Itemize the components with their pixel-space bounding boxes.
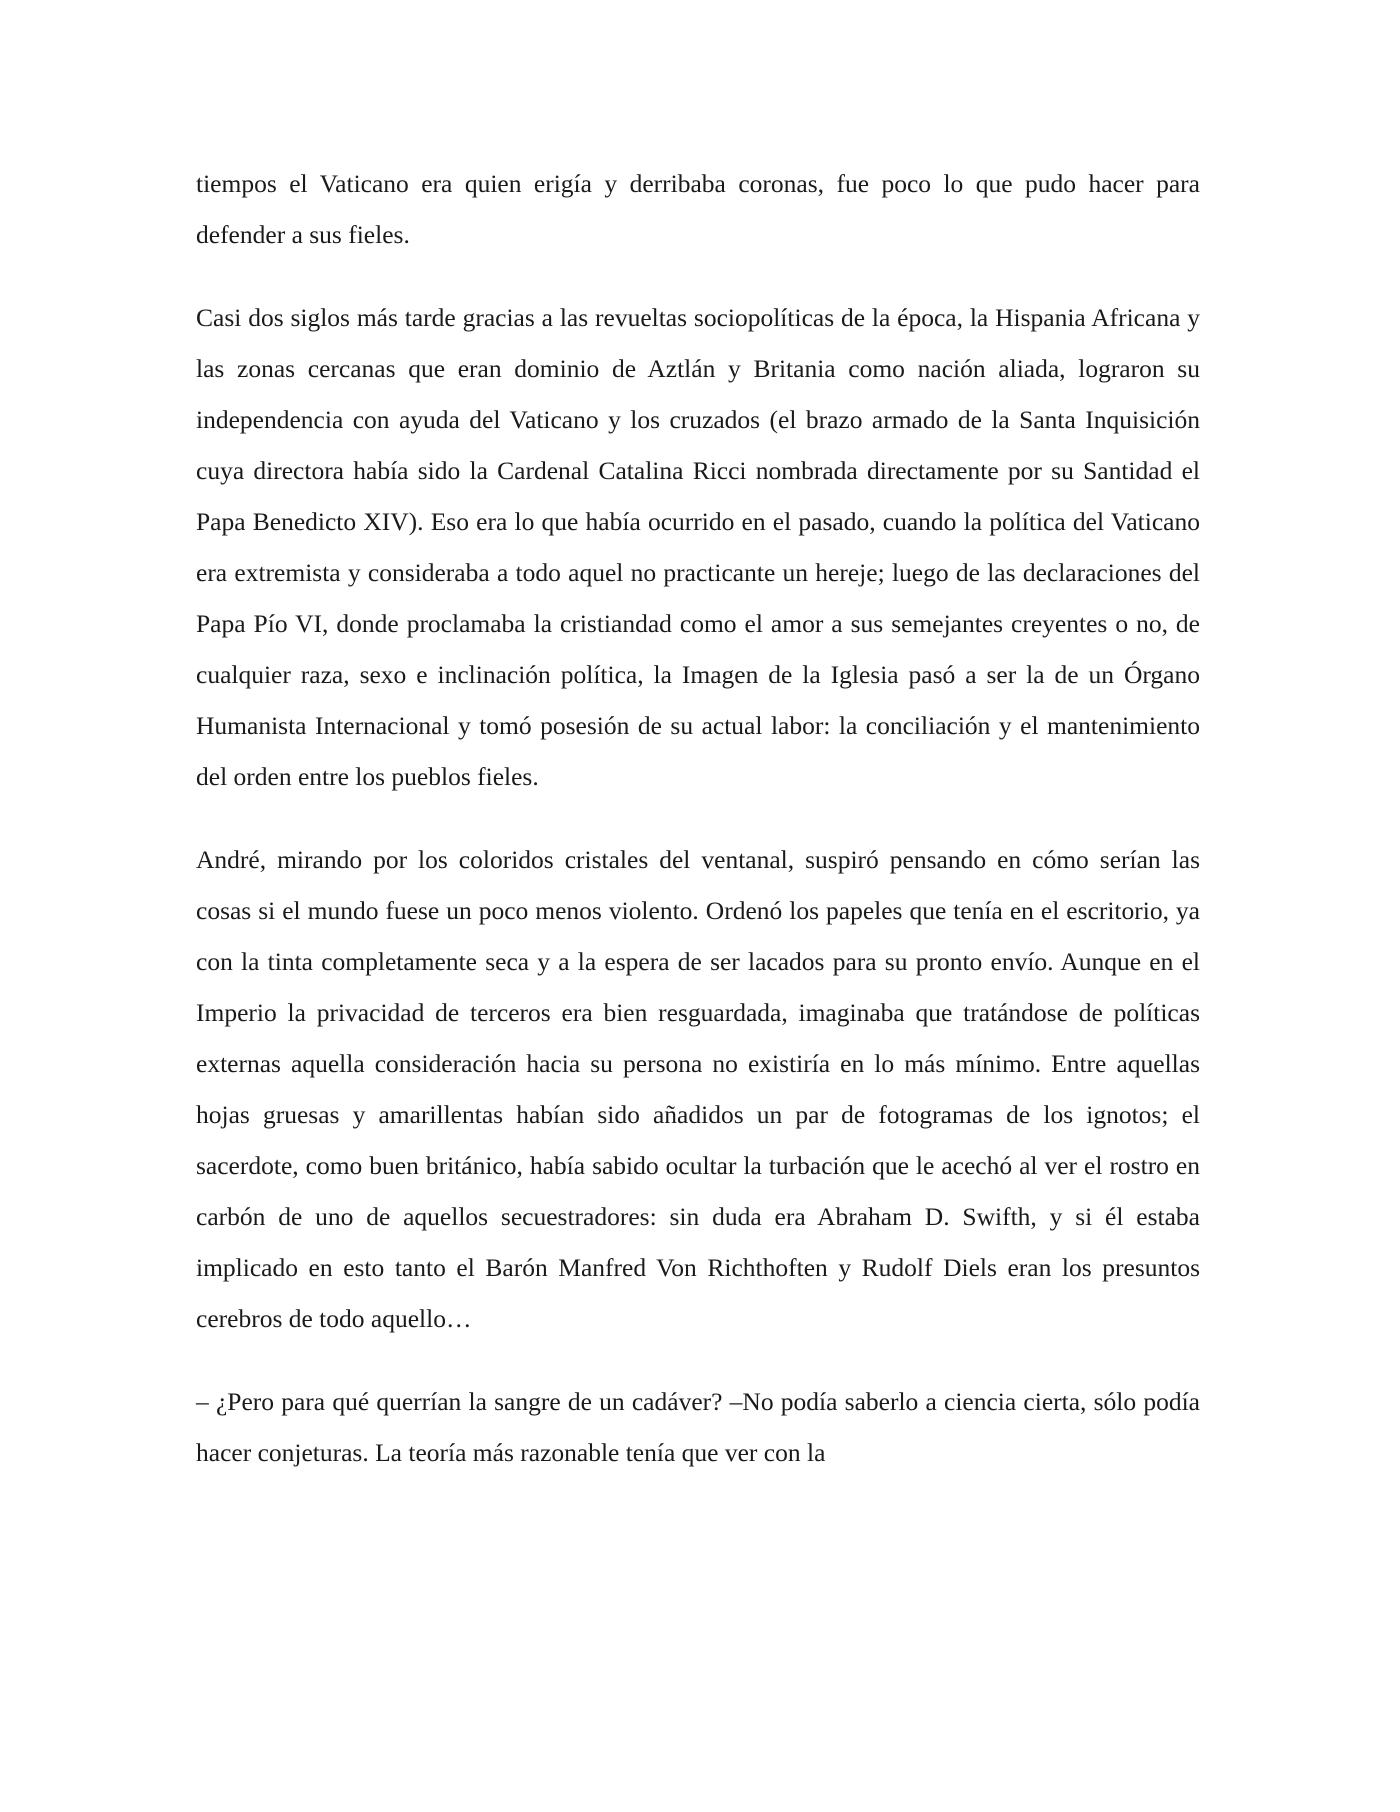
paragraph-4: – ¿Pero para qué querrían la sangre de un cadáver? –No podía saberlo a ciencia cierta, sólo podía hacer conjeturas. La teoría más razonable tenía que ver con la: [196, 1387, 1200, 1467]
paragraph-1: tiempos el Vaticano era quien erigía y derribaba coronas, fue poco lo que pudo hacer para defender a sus fieles.: [196, 169, 1200, 249]
body-text: [196, 158, 1200, 1478]
paragraph-3: André, mirando por los coloridos cristales del ventanal, suspiró pensando en cómo serían las cosas si el mundo fuese un poco menos violento. Ordenó los papeles que tenía en el escritorio, ya con la tinta completamente seca y a la espera de ser lacados para su pronto envío. Aunque en el Imperio la privacidad de terceros era bien resguardada, imaginaba que tratándose de políticas externas aquella consideración hacia su persona no existiría en lo más mínimo. Entre aquellas hojas gruesas y amarillentas habían sido añadidos un par de fotogramas de los ignotos; el sacerdote, como buen británico, había sabido ocultar la turbación que le acechó al ver el rostro en carbón de uno de aquellos secuestradores: sin duda era Abraham D. Swifth, y si él estaba implicado en esto tanto el Barón Manfred Von Richthoften y Rudolf Diels eran los presuntos cerebros de todo aquello…: [196, 845, 1200, 1333]
paragraph-2: Casi dos siglos más tarde gracias a las revueltas sociopolíticas de la época, la Hispania Africana y las zonas cercanas que eran dominio de Aztlán y Britania como nación aliada, lograron su independencia con ayuda del Vaticano y los cruzados (el brazo armado de la Santa Inquisición cuya directora había sido la Cardenal Catalina Ricci nombrada directamente por su Santidad el Papa Benedicto XIV). Eso era lo que había ocurrido en el pasado, cuando la política del Vaticano era extremista y consideraba a todo aquel no practicante un hereje; luego de las declaraciones del Papa Pío VI, donde proclamaba la cristiandad como el amor a sus semejantes creyentes o no, de cualquier raza, sexo e inclinación política, la Imagen de la Iglesia pasó a ser la de un Órgano Humanista Internacional y tomó posesión de su actual labor: la conciliación y el mantenimiento del orden entre los pueblos fieles.: [196, 303, 1200, 791]
